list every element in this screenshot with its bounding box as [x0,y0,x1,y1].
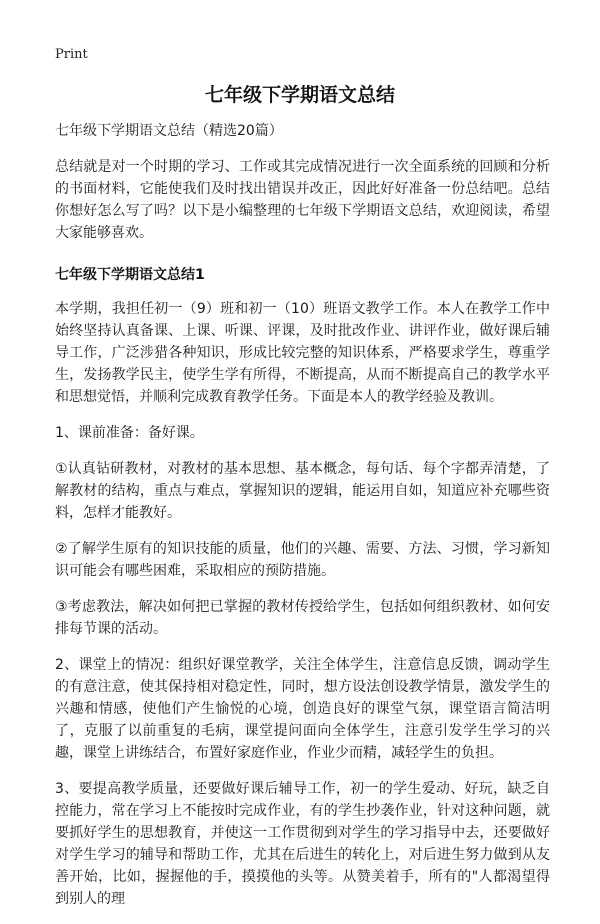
body-paragraph: ③考虑教法，解决如何把已掌握的教材传授给学生，包括如何组织教材、如何安排每节课的活动。 [55,599,550,637]
document-body [55,120,550,924]
intro-paragraph: 总结就是对一个时期的学习、工作或其完成情况进行一次全面系统的回顾和分析的书面材料，它能使我们及时找出错误并改正，因此好好准备一份总结吧。总结你想好怎么写了吗？以下是小编整理的七年级下学期语文总结，欢迎阅读，希望大家能够喜欢。 [55,159,550,241]
body-paragraph: 3、要提高教学质量，还要做好课后辅导工作，初一的学生爱动、好玩，缺乏自控能力，常在学习上不能按时完成作业，有的学生抄袭作业，针对这种问题，就要抓好学生的思想教育，并使这一工作贯彻到对学生的学习指导中去，还要做好对学生学习的辅导和帮助工作，尤其在后进生的转化上，对后进生努力做到从友善开始，比如，握握他的手，摸摸他的头等。从赞美着手，所有的"人都渴望得到别人的理 [55,781,550,907]
body-paragraph: 1、课前准备：备好课。 [55,425,204,441]
body-paragraph: 2、课堂上的情况：组织好课堂教学，关注全体学生，注意信息反馈，调动学生的有意注意，使其保持相对稳定性，同时，想方设法创设教学情景，激发学生的兴趣和情感，使他们产生愉悦的心境，创造良好的课堂气氛，课堂语言简洁明了，克服了以前重复的毛病，课堂提问面向全体学生，注意引发学生学习的兴趣，课堂上讲练结合，布置好家庭作业，作业少而精，减轻学生的负担。 [55,657,550,761]
document-subtitle: 七年级下学期语文总结（精选20篇） [55,123,283,139]
page-title: 七年级下学期语文总结 [204,84,395,106]
body-paragraph: ①认真钻研教材，对教材的基本思想、基本概念，每句话、每个字都弄清楚，了解教材的结构，重点与难点，掌握知识的逻辑，能运用自如，知道应补充哪些资料，怎样才能教好。 [55,461,550,521]
body-paragraph: 本学期，我担任初一（9）班和初一（10）班语文教学工作。本人在教学工作中始终坚持认真备课、上课、听课、评课，及时批改作业、讲评作业，做好课后辅导工作，广泛涉猎各种知识，形成比较完整的知识体系，严格要求学生，尊重学生，发扬教学民主，使学生学有所得，不断提高，从而不断提高自己的教学水平和思想觉悟，并顺利完成教育教学任务。下面是本人的教学经验及教训。 [55,301,550,405]
print-link[interactable]: Print [55,47,88,62]
body-paragraph: ②了解学生原有的知识技能的质量，他们的兴趣、需要、方法、习惯，学习新知识可能会有哪些困难，采取相应的预防措施。 [55,541,550,579]
section-heading: 七年级下学期语文总结1 [55,267,205,283]
